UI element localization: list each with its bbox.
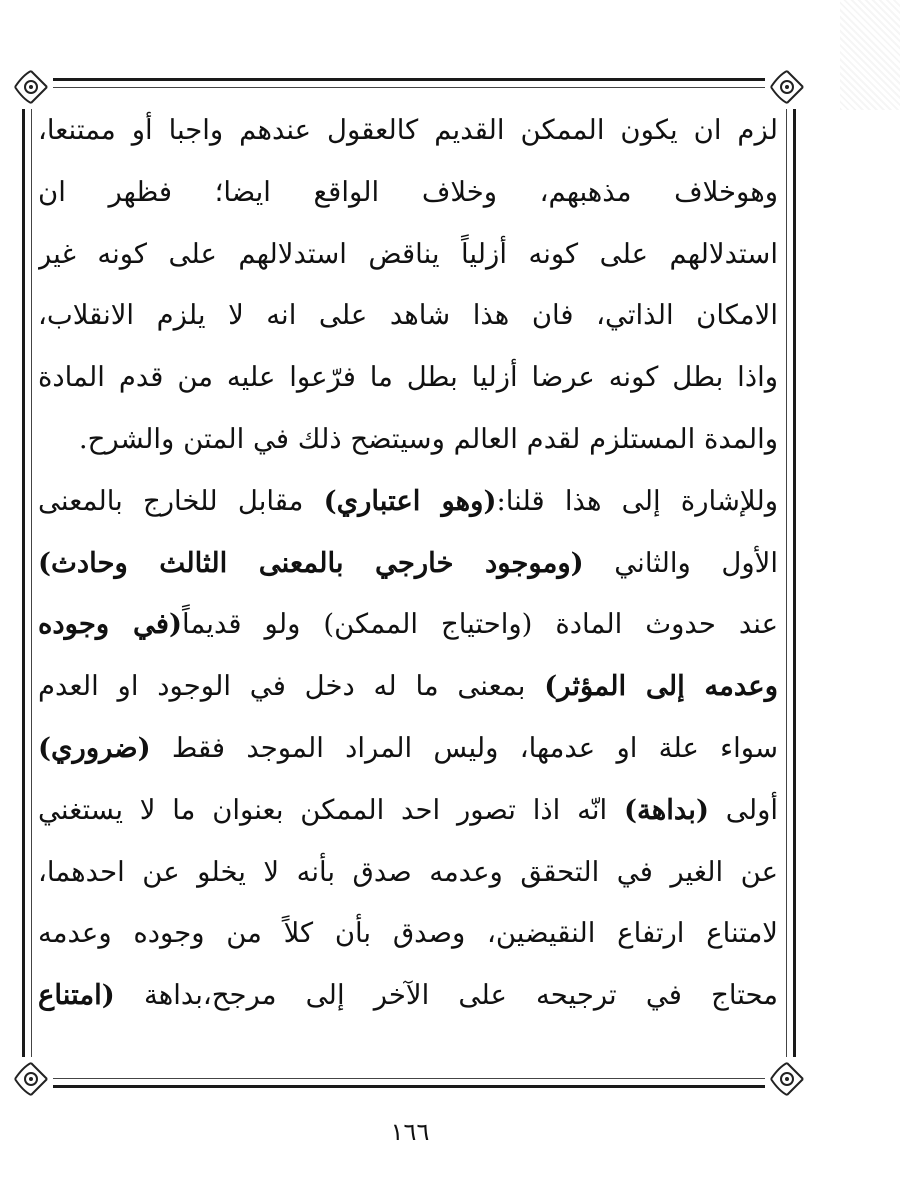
text-line: عند حدوث المادة (واحتياج الممكن) ولو قديماً(في وجوده bbox=[38, 608, 778, 641]
page-number: ١٦٦ bbox=[390, 1118, 430, 1146]
text-line: لامتناع ارتفاع النقيضين، وصدق بأن كلاً من وجوده وعدمه bbox=[38, 917, 778, 950]
text-line: والمدة المستلزم لقدم العالم وسيتضح ذلك في المتن والشرح. bbox=[78, 422, 778, 455]
bold-phrase: (وهو اعتباري) bbox=[323, 484, 497, 517]
text-line: الامكان الذاتي، فان هذا شاهد على انه لا يلزم الانقلاب، bbox=[38, 299, 778, 332]
body-text bbox=[38, 100, 778, 1060]
text-line: واذا بطل كونه عرضا أزليا بطل ما فرّعوا عليه من قدم المادة bbox=[38, 361, 778, 394]
text-line: وهوخلاف مذهبهم، وخلاف الواقع ايضا؛ فظهر ان bbox=[38, 175, 778, 208]
text-line: محتاج في ترجيحه على الآخر إلى مرجح،بداهة (امتناع bbox=[38, 979, 778, 1012]
floral-ornament-icon bbox=[765, 1057, 809, 1101]
bold-phrase: (بداهة) bbox=[623, 793, 709, 826]
text-line: سواء علة او عدمها، وليس المراد الموجد فقط (ضروري) bbox=[38, 731, 778, 764]
text-line: استدلالهم على كونه أزلياً يناقض استدلالهم على كونه غير bbox=[38, 237, 778, 270]
bold-phrase: (في وجوده bbox=[38, 608, 183, 641]
scan-artifact bbox=[840, 0, 900, 110]
bold-phrase: وعدمه إلى المؤثر) bbox=[544, 670, 778, 703]
text-line: وللإشارة إلى هذا قلنا:(وهو اعتباري) مقابل للخارج بالمعنى bbox=[38, 484, 778, 517]
bold-phrase: (وموجود خارجي بالمعنى الثالث وحادث) bbox=[38, 546, 584, 579]
bold-phrase: (امتناع bbox=[38, 979, 115, 1012]
floral-ornament-icon bbox=[9, 1057, 53, 1101]
text-line: عن الغير في التحقق وعدمه صدق بأنه لا يخلو عن احدهما، bbox=[38, 855, 778, 888]
text-line: أولى (بداهة) انّه اذا تصور احد الممكن بعنوان ما لا يستغني bbox=[38, 793, 778, 826]
text-line: لزم ان يكون الممكن القديم كالعقول عندهم واجبا أو ممتنعا، bbox=[38, 114, 778, 146]
text-line: وعدمه إلى المؤثر) بمعنى ما له دخل في الوجود او العدم bbox=[38, 670, 778, 703]
text-line: الأول والثاني (وموجود خارجي بالمعنى الثالث وحادث) bbox=[38, 546, 778, 579]
bold-phrase: (ضروري) bbox=[38, 731, 151, 764]
